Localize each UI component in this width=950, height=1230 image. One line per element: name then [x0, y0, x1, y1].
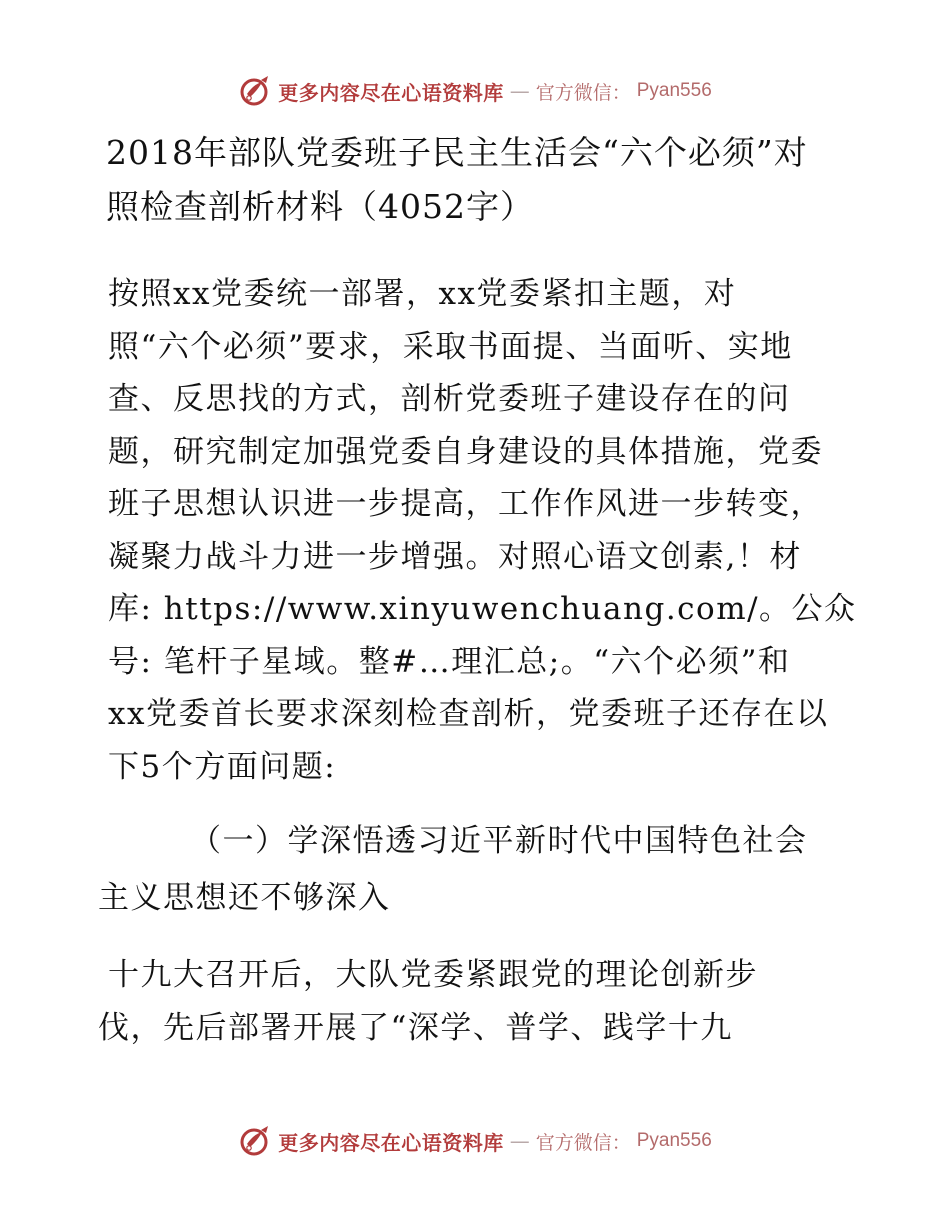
- watermark-contact-id: Pyan556: [636, 1130, 712, 1151]
- intro-line: 班子思想认识进一步提高，工作作风进一步转变，: [108, 486, 823, 522]
- quill-seal-icon: [238, 1124, 272, 1158]
- intro-line: 题，研究制定加强党委自身建设的具体措施，党委: [108, 433, 823, 470]
- section-1-paragraph: [98, 949, 858, 1054]
- watermark-brand: [238, 74, 712, 108]
- intro-line: 按照xx党委统一部署，xx党委紧扣主题，对: [108, 276, 737, 312]
- section-heading-line: （一）学深悟透习近平新时代中国特色社会: [190, 823, 808, 859]
- watermark-brand: [238, 1124, 712, 1158]
- section-body-line: 十九大召开后，大队党委紧跟党的理论创新步: [108, 957, 758, 993]
- title-line: 照检查剖析材料（4052字）: [106, 187, 534, 226]
- intro-line: xx党委首长要求深刻检查剖析，党委班子还存在以: [108, 696, 829, 732]
- title-line: 2018年部队党委班子民主生活会“六个必须”对: [106, 133, 808, 172]
- watermark-brand-text: 更多内容尽在心语资料库: [278, 80, 504, 105]
- section-1-heading: [98, 813, 858, 927]
- intro-line: 下5个方面问题:: [108, 748, 337, 785]
- document-body: [98, 120, 858, 1054]
- section-heading-line: 主义思想还不够深入: [98, 880, 391, 916]
- intro-line: 凝聚力战斗力进一步增强。对照心语文创素,！材: [108, 538, 802, 575]
- watermark-contact-label: 官方微信：: [535, 81, 631, 104]
- watermark-separator: —: [509, 79, 530, 103]
- section-body-line: 伐，先后部署开展了“深学、普学、践学十九: [98, 1009, 733, 1046]
- quill-seal-icon: [238, 74, 272, 108]
- watermark-brand-text: 更多内容尽在心语资料库: [278, 1130, 504, 1155]
- intro-line: 库: https://www.xinyuwenchuang.com/。公众: [108, 591, 857, 627]
- watermark-contact-label: 官方微信：: [535, 1131, 631, 1154]
- watermark-separator: —: [509, 1129, 530, 1153]
- footer-watermark: [0, 1121, 950, 1161]
- document-title: [98, 126, 858, 234]
- header-watermark: [0, 71, 950, 111]
- intro-line: 查、反思找的方式，剖析党委班子建设存在的问: [108, 381, 791, 417]
- intro-line: 号: 笔杆子星域。整#…理汇总;。“六个必须”和: [108, 643, 791, 680]
- intro-line: 照“六个必须”要求，采取书面提、当面听、实地: [108, 328, 793, 365]
- watermark-contact-id: Pyan556: [636, 80, 712, 101]
- intro-paragraph: [98, 268, 858, 793]
